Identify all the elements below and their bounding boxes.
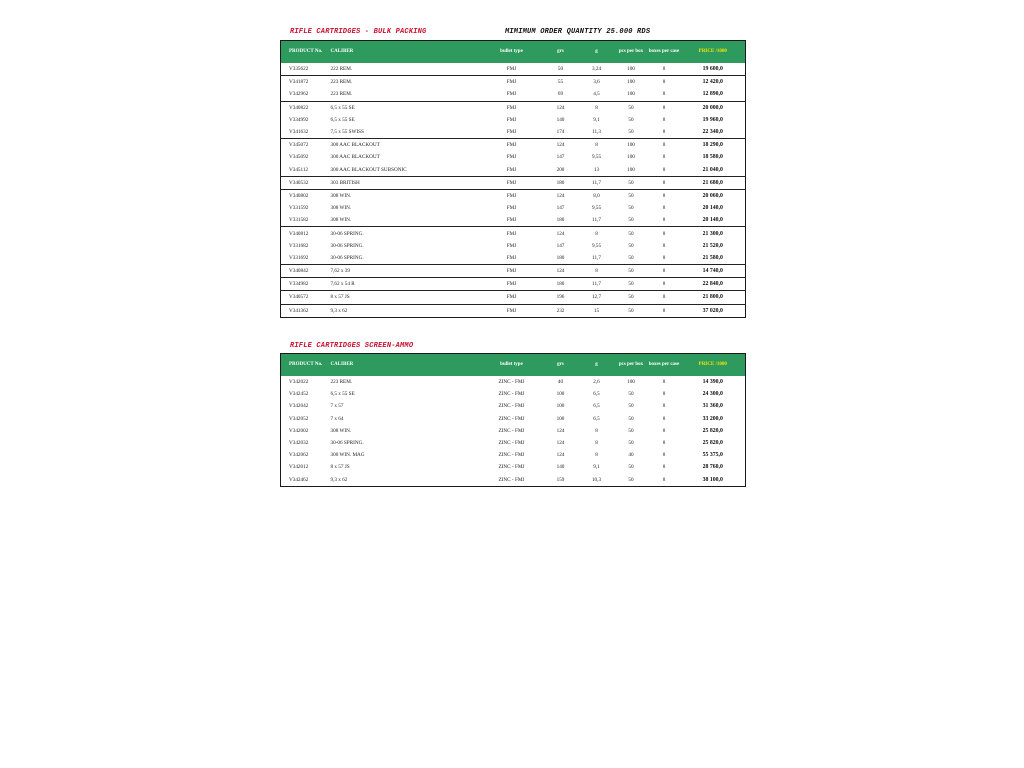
cell-product: V334982 <box>281 278 323 291</box>
header-pcs-per-box: pcs per box <box>615 354 648 377</box>
cell-grs: 55 <box>543 76 579 89</box>
table-row <box>281 63 746 76</box>
header-price: PRICE /1000 <box>681 41 746 64</box>
cell-pcs-per-box: 100 <box>627 66 635 73</box>
cell-product: V342032 <box>289 440 309 447</box>
cell-grs: 174 <box>556 129 565 136</box>
cell-price: 24 300,0 <box>702 391 723 398</box>
cell-boxes-per-case: 8 <box>648 265 681 278</box>
table-row <box>281 202 746 214</box>
table-row <box>281 214 746 227</box>
cell-price: 18 580,0 <box>702 154 723 161</box>
cell-boxes-per-case: 8 <box>648 76 681 89</box>
cell-g: 3,6 <box>579 76 615 89</box>
cell-caliber: 6,5 x 55 SE <box>330 391 355 398</box>
cell-price: 33 200,0 <box>702 415 723 422</box>
cell-product: V340572 <box>281 291 323 304</box>
cell-grs: 100 <box>556 391 565 398</box>
cell-boxes-per-case: 8 <box>648 278 681 291</box>
cell-bullet-type: FMJ <box>481 227 543 240</box>
cell-bullet-type: FMJ <box>481 304 543 317</box>
cell-boxes-per-case: 8 <box>662 166 666 173</box>
table-row <box>281 437 746 449</box>
cell-pcs-per-box: 50 <box>628 403 634 410</box>
table-row <box>281 240 746 252</box>
cell-g: 8 <box>595 427 598 434</box>
cell-caliber: 7 x 64 <box>330 415 344 422</box>
cell-pcs-per-box: 50 <box>628 129 634 136</box>
cell-pcs-per-box: 100 <box>627 91 635 98</box>
cell-price: 20 060,0 <box>681 189 746 202</box>
table-row <box>281 474 746 487</box>
cell-product: V345112 <box>289 166 309 173</box>
cell-boxes-per-case: 8 <box>662 379 666 386</box>
table-row <box>281 413 746 425</box>
table-row <box>281 400 746 412</box>
cell-boxes-per-case: 8 <box>648 227 681 240</box>
header-grs: grs <box>543 354 579 377</box>
cell-grs: 180 <box>556 217 565 224</box>
cell-price: 20 000,0 <box>681 101 746 114</box>
cell-price: 21 520,0 <box>702 242 723 249</box>
table-row <box>281 388 746 400</box>
cell-boxes-per-case: 8 <box>648 189 681 202</box>
cell-boxes-per-case: 8 <box>662 415 666 422</box>
header-bullet-type: bullet type <box>481 354 543 377</box>
cell-product: V331592 <box>289 205 309 212</box>
cell-caliber: 223 REM. <box>330 379 353 386</box>
header-caliber: CALIBER <box>323 41 481 64</box>
cell-grs: 124 <box>556 452 565 459</box>
cell-grs: 124 <box>543 265 579 278</box>
cell-boxes-per-case: 8 <box>648 291 681 304</box>
cell-price: 21 680,0 <box>681 176 746 189</box>
cell-pcs-per-box: 100 <box>627 166 635 173</box>
cell-bullet-type: ZINC - FMJ <box>498 391 525 398</box>
screen-ammo-price-table <box>280 353 746 487</box>
cell-pcs-per-box: 50 <box>615 304 648 317</box>
cell-caliber: 7,5 x 55 SWISS <box>330 129 364 136</box>
cell-grs: 69 <box>557 91 564 98</box>
minimum-order-note: MIMIMUM ORDER QUANTITY 25.000 RDS <box>505 28 651 36</box>
cell-product: V340812 <box>281 227 323 240</box>
cell-caliber: 223 REM. <box>323 76 481 89</box>
cell-bullet-type: ZINC - FMJ <box>498 440 525 447</box>
cell-g: 13 <box>593 166 600 173</box>
cell-price: 14 740,0 <box>681 265 746 278</box>
cell-price: 37 020,0 <box>681 304 746 317</box>
screen-ammo-section-title: RIFLE CARTRIDGES SCREEN-AMMO <box>290 342 414 350</box>
header-pcs-per-box: pcs per box <box>615 41 648 64</box>
cell-pcs-per-box: 50 <box>615 291 648 304</box>
cell-pcs-per-box: 50 <box>628 427 634 434</box>
table-row <box>281 278 746 291</box>
cell-grs: 147 <box>556 205 565 212</box>
cell-caliber: 9,3 x 62 <box>323 304 481 317</box>
table-row <box>281 176 746 189</box>
cell-pcs-per-box: 40 <box>628 452 634 459</box>
cell-bullet-type: FMJ <box>481 176 543 189</box>
cell-bullet-type: FMJ <box>506 242 517 249</box>
cell-product: V331692 <box>289 254 309 261</box>
cell-boxes-per-case: 8 <box>662 254 666 261</box>
cell-boxes-per-case: 8 <box>648 139 681 152</box>
cell-caliber: 308 WIN. <box>330 217 352 224</box>
cell-caliber: 8 x 57 JS <box>323 291 481 304</box>
cell-caliber: 30-06 SPRING. <box>323 227 481 240</box>
cell-pcs-per-box: 50 <box>628 242 634 249</box>
cell-bullet-type: FMJ <box>506 217 517 224</box>
cell-bullet-type: FMJ <box>481 76 543 89</box>
cell-bullet-type: ZINC - FMJ <box>498 464 525 471</box>
cell-product: V340842 <box>281 265 323 278</box>
cell-caliber: 7 x 57 <box>330 403 344 410</box>
cell-g: 11,7 <box>579 278 615 291</box>
cell-pcs-per-box: 100 <box>615 76 648 89</box>
cell-g: 8 <box>595 452 598 459</box>
cell-g: 6,5 <box>593 415 600 422</box>
cell-product: V340532 <box>281 176 323 189</box>
cell-caliber: 223 REM. <box>330 91 353 98</box>
cell-bullet-type: ZINC - FMJ <box>498 415 525 422</box>
cell-bullet-type: FMJ <box>481 291 543 304</box>
cell-grs: 232 <box>543 304 579 317</box>
cell-product: V331682 <box>289 242 309 249</box>
cell-caliber: 308 WIN. <box>323 189 481 202</box>
header-product: PRODUCT No. <box>281 354 323 377</box>
cell-caliber: 6,5 x 55 SE <box>323 101 481 114</box>
cell-pcs-per-box: 50 <box>628 415 634 422</box>
header-boxes-per-case: boxes per case <box>648 354 681 377</box>
cell-pcs-per-box: 50 <box>628 217 634 224</box>
cell-price: 25 820,0 <box>702 427 723 434</box>
cell-product: V345092 <box>289 154 309 161</box>
table-header-row <box>281 354 746 377</box>
bulk-section-title: RIFLE CARTRIDGES - BULK PACKING <box>290 28 427 36</box>
header-g: g <box>579 41 615 64</box>
cell-pcs-per-box: 100 <box>615 139 648 152</box>
cell-product: V342002 <box>289 427 309 434</box>
cell-product: V340822 <box>281 101 323 114</box>
header-bullet-type: bullet type <box>481 41 543 64</box>
cell-boxes-per-case: 8 <box>662 403 666 410</box>
table-row <box>281 304 746 317</box>
cell-bullet-type: FMJ <box>481 278 543 291</box>
table-row <box>281 449 746 461</box>
cell-boxes-per-case: 8 <box>662 217 666 224</box>
cell-product: V340802 <box>281 189 323 202</box>
cell-caliber: 7,62 x 39 <box>323 265 481 278</box>
cell-price: 28 760,0 <box>702 464 723 471</box>
cell-g: 8 <box>579 227 615 240</box>
cell-grs: 124 <box>556 427 565 434</box>
cell-grs: 124 <box>543 101 579 114</box>
cell-grs: 180 <box>543 278 579 291</box>
cell-grs: 100 <box>556 415 565 422</box>
cell-price: 19 600,0 <box>702 66 723 73</box>
cell-product: V341362 <box>281 304 323 317</box>
cell-g: 9,55 <box>591 154 602 161</box>
cell-boxes-per-case: 8 <box>662 205 666 212</box>
cell-boxes-per-case: 8 <box>662 154 666 161</box>
cell-price: 20 140,0 <box>702 205 723 212</box>
cell-g: 8 <box>579 139 615 152</box>
cell-g: 10,3 <box>591 476 602 483</box>
cell-product: V345072 <box>281 139 323 152</box>
cell-grs: 159 <box>556 476 565 483</box>
cell-pcs-per-box: 50 <box>615 189 648 202</box>
cell-price: 21 040,0 <box>702 166 723 173</box>
cell-caliber: 30-06 SPRING. <box>330 254 364 261</box>
cell-product: V342462 <box>289 476 309 483</box>
cell-caliber: 9,3 x 62 <box>330 476 348 483</box>
cell-grs: 124 <box>543 139 579 152</box>
cell-g: 4,5 <box>593 91 600 98</box>
cell-grs: 147 <box>556 242 565 249</box>
cell-price: 19 960,0 <box>702 116 723 123</box>
cell-caliber: 300 AAC BLACKOUT <box>323 139 481 152</box>
cell-g: 2,6 <box>593 379 600 386</box>
cell-grs: 124 <box>543 227 579 240</box>
table-row <box>281 461 746 473</box>
cell-product: V334992 <box>289 116 309 123</box>
cell-boxes-per-case: 8 <box>662 91 666 98</box>
cell-grs: 50 <box>557 66 564 73</box>
cell-g: 9,1 <box>593 116 600 123</box>
cell-bullet-type: FMJ <box>506 254 517 261</box>
cell-g: 9,55 <box>591 205 602 212</box>
table-row <box>281 425 746 437</box>
cell-product: V342052 <box>289 415 309 422</box>
cell-grs: 196 <box>543 291 579 304</box>
table-row <box>281 114 746 126</box>
bulk-price-table <box>280 40 746 318</box>
cell-pcs-per-box: 50 <box>615 227 648 240</box>
table-row <box>281 189 746 202</box>
cell-price: 25 820,0 <box>702 440 723 447</box>
cell-product: V341872 <box>281 76 323 89</box>
cell-bullet-type: FMJ <box>506 129 517 136</box>
cell-pcs-per-box: 50 <box>615 176 648 189</box>
cell-price: 21 800,0 <box>681 291 746 304</box>
cell-g: 6,5 <box>593 391 600 398</box>
cell-price: 55 375,0 <box>702 452 723 459</box>
cell-product: V342022 <box>289 379 309 386</box>
cell-price: 21 300,0 <box>681 227 746 240</box>
cell-g: 11,7 <box>579 176 615 189</box>
cell-caliber: 300 AAC BLACKOUT <box>330 154 380 161</box>
cell-caliber: 300 AAC BLACKOUT SUBSONIC <box>330 166 407 173</box>
cell-price: 22 340,0 <box>702 129 723 136</box>
table-header-row <box>281 41 746 64</box>
cell-bullet-type: ZINC - FMJ <box>498 452 525 459</box>
cell-g: 15 <box>579 304 615 317</box>
cell-boxes-per-case: 8 <box>648 101 681 114</box>
cell-pcs-per-box: 50 <box>628 440 634 447</box>
cell-bullet-type: FMJ <box>506 166 517 173</box>
cell-pcs-per-box: 50 <box>628 391 634 398</box>
cell-pcs-per-box: 50 <box>628 476 634 483</box>
cell-bullet-type: FMJ <box>481 101 543 114</box>
cell-boxes-per-case: 8 <box>662 440 666 447</box>
cell-g: 3,24 <box>591 66 602 73</box>
cell-g: 8 <box>579 101 615 114</box>
cell-product: V342012 <box>289 464 309 471</box>
cell-price: 14 390,0 <box>702 379 723 386</box>
cell-grs: 100 <box>556 403 565 410</box>
header-product: PRODUCT No. <box>281 41 323 64</box>
header-grs: grs <box>543 41 579 64</box>
header-boxes-per-case: boxes per case <box>648 41 681 64</box>
cell-boxes-per-case: 8 <box>662 391 666 398</box>
cell-caliber: 30-06 SPRING. <box>330 242 364 249</box>
cell-grs: 124 <box>556 440 565 447</box>
cell-bullet-type: ZINC - FMJ <box>498 476 525 483</box>
cell-bullet-type: FMJ <box>506 91 517 98</box>
cell-price: 31 360,0 <box>702 403 723 410</box>
cell-boxes-per-case: 8 <box>648 304 681 317</box>
cell-boxes-per-case: 8 <box>662 66 666 73</box>
cell-caliber: 30-06 SPRING. <box>330 440 364 447</box>
table-row <box>281 139 746 152</box>
cell-grs: 180 <box>556 254 565 261</box>
cell-pcs-per-box: 50 <box>615 278 648 291</box>
table-row <box>281 151 746 163</box>
cell-bullet-type: FMJ <box>506 205 517 212</box>
cell-grs: 180 <box>543 176 579 189</box>
cell-caliber: 6,5 x 55 SE <box>330 116 355 123</box>
cell-price: 20 140,0 <box>702 217 723 224</box>
cell-pcs-per-box: 50 <box>628 464 634 471</box>
cell-pcs-per-box: 100 <box>627 379 635 386</box>
cell-pcs-per-box: 100 <box>627 154 635 161</box>
cell-pcs-per-box: 50 <box>628 254 634 261</box>
cell-g: 12,7 <box>579 291 615 304</box>
cell-price: 22 840,0 <box>681 278 746 291</box>
cell-pcs-per-box: 50 <box>628 205 634 212</box>
cell-product: V342452 <box>289 391 309 398</box>
cell-grs: 40 <box>557 379 564 386</box>
cell-g: 11,3 <box>592 129 601 136</box>
cell-product: V331582 <box>289 217 309 224</box>
table-row <box>281 265 746 278</box>
cell-boxes-per-case: 8 <box>662 242 666 249</box>
cell-grs: 140 <box>556 116 565 123</box>
cell-boxes-per-case: 8 <box>662 129 666 136</box>
cell-product: V342962 <box>289 91 309 98</box>
cell-grs: 200 <box>556 166 565 173</box>
cell-pcs-per-box: 50 <box>615 101 648 114</box>
table-row <box>281 291 746 304</box>
cell-product: V341632 <box>289 129 309 136</box>
header-caliber: CALIBER <box>323 354 481 377</box>
cell-g: 8,0 <box>579 189 615 202</box>
cell-pcs-per-box: 50 <box>628 116 634 123</box>
cell-boxes-per-case: 8 <box>662 452 666 459</box>
cell-caliber: 7,62 x 54 R <box>323 278 481 291</box>
cell-grs: 140 <box>556 464 565 471</box>
cell-caliber: 308 WIN. <box>330 427 352 434</box>
cell-boxes-per-case: 8 <box>662 464 666 471</box>
table-row <box>281 164 746 177</box>
cell-bullet-type: ZINC - FMJ <box>498 427 525 434</box>
cell-boxes-per-case: 8 <box>662 116 666 123</box>
cell-g: 9,1 <box>593 464 600 471</box>
table-row <box>281 376 746 388</box>
table-row <box>281 227 746 240</box>
cell-bullet-type: ZINC - FMJ <box>498 379 525 386</box>
table-row <box>281 126 746 139</box>
cell-bullet-type: FMJ <box>481 139 543 152</box>
table-row <box>281 76 746 89</box>
cell-price: 38 100,0 <box>702 476 723 483</box>
cell-bullet-type: FMJ <box>506 66 517 73</box>
cell-caliber: 303 BRITISH <box>323 176 481 189</box>
cell-pcs-per-box: 50 <box>615 265 648 278</box>
table-row <box>281 252 746 265</box>
table-row <box>281 101 746 114</box>
cell-bullet-type: ZINC - FMJ <box>498 403 525 410</box>
cell-caliber: 8 x 57 JS <box>330 464 350 471</box>
cell-boxes-per-case: 8 <box>662 476 666 483</box>
cell-g: 11,7 <box>592 254 601 261</box>
cell-g: 11,7 <box>592 217 601 224</box>
cell-price: 12 890,0 <box>702 91 723 98</box>
cell-caliber: 308 WIN. <box>330 205 352 212</box>
cell-boxes-per-case: 8 <box>648 176 681 189</box>
cell-g: 8 <box>579 265 615 278</box>
cell-boxes-per-case: 8 <box>662 427 666 434</box>
cell-product: V342042 <box>289 403 309 410</box>
cell-product: V335622 <box>289 66 309 73</box>
cell-bullet-type: FMJ <box>481 189 543 202</box>
cell-caliber: 222 REM. <box>330 66 353 73</box>
cell-price: 18 290,0 <box>681 139 746 152</box>
cell-bullet-type: FMJ <box>506 154 517 161</box>
cell-g: 8 <box>595 440 598 447</box>
cell-grs: 147 <box>556 154 565 161</box>
header-price: PRICE /1000 <box>681 354 746 377</box>
cell-g: 6,5 <box>593 403 600 410</box>
cell-price: 12 420,0 <box>681 76 746 89</box>
cell-g: 9,55 <box>591 242 602 249</box>
header-g: g <box>579 354 615 377</box>
cell-price: 21 580,0 <box>702 254 723 261</box>
cell-bullet-type: FMJ <box>481 265 543 278</box>
cell-product: V342062 <box>289 452 309 459</box>
cell-caliber: 300 WIN. MAG <box>330 452 365 459</box>
cell-bullet-type: FMJ <box>506 116 517 123</box>
cell-grs: 124 <box>543 189 579 202</box>
table-row <box>281 88 746 101</box>
